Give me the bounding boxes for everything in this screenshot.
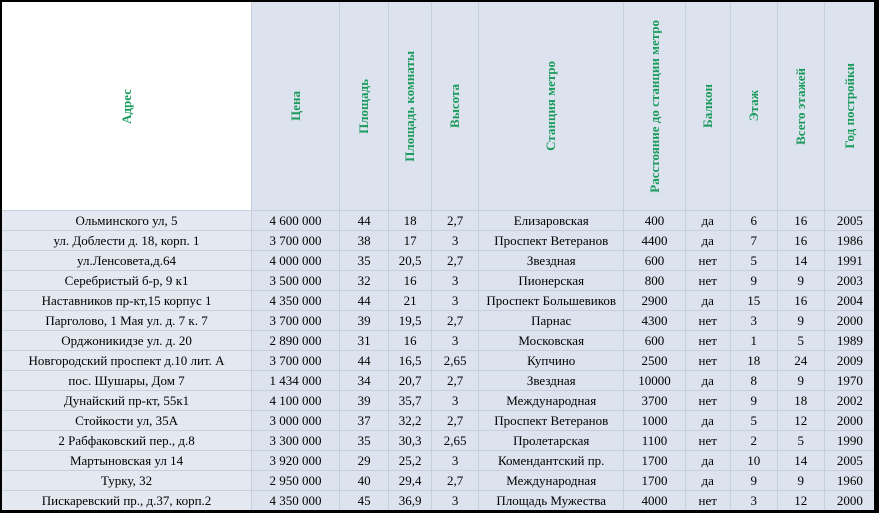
table-cell[interactable]: 2 890 000: [252, 331, 340, 351]
table-cell[interactable]: Международная: [479, 471, 624, 491]
table-cell[interactable]: 2,7: [432, 311, 479, 331]
table-cell[interactable]: 1989: [824, 331, 874, 351]
table-cell[interactable]: 400: [624, 211, 685, 231]
table-cell[interactable]: 1986: [824, 231, 874, 251]
table-cell[interactable]: 29: [340, 451, 389, 471]
table-cell[interactable]: 4 350 000: [252, 291, 340, 311]
header-cell[interactable]: [777, 2, 824, 211]
table-row: [2, 491, 874, 511]
table-cell[interactable]: 3: [730, 491, 777, 511]
table-cell[interactable]: 3: [432, 271, 479, 291]
table-cell[interactable]: 4 350 000: [252, 491, 340, 511]
table-cell[interactable]: 2,7: [432, 211, 479, 231]
table-cell[interactable]: 2005: [824, 451, 874, 471]
table-cell[interactable]: 35: [340, 251, 389, 271]
table-cell[interactable]: 24: [777, 351, 824, 371]
table-cell[interactable]: 16,5: [389, 351, 432, 371]
table-cell[interactable]: 19,5: [389, 311, 432, 331]
header-label: Всего этажей: [792, 67, 808, 145]
table-cell[interactable]: 38: [340, 231, 389, 251]
table-cell[interactable]: 600: [624, 251, 685, 271]
table-cell[interactable]: 20,5: [389, 251, 432, 271]
table-cell[interactable]: 4300: [624, 311, 685, 331]
table-cell[interactable]: да: [685, 411, 730, 431]
table-cell[interactable]: 2: [730, 431, 777, 451]
table-cell[interactable]: 18: [730, 351, 777, 371]
table-cell[interactable]: Комендантский пр.: [479, 451, 624, 471]
table-cell[interactable]: 16: [777, 231, 824, 251]
table-cell[interactable]: Орджоникидзе ул. д. 20: [2, 331, 252, 351]
table-row: [2, 391, 874, 411]
table-cell[interactable]: 4000: [624, 491, 685, 511]
table-cell[interactable]: 7: [730, 231, 777, 251]
table-cell[interactable]: 14: [777, 251, 824, 271]
header-cell[interactable]: [432, 2, 479, 211]
table-row: [2, 231, 874, 251]
table-cell[interactable]: Звездная: [479, 371, 624, 391]
table-cell[interactable]: нет: [685, 271, 730, 291]
table-cell[interactable]: 32: [340, 271, 389, 291]
table-cell[interactable]: Стойкости ул, 35А: [2, 411, 252, 431]
table-row: [2, 471, 874, 491]
table-cell[interactable]: 44: [340, 351, 389, 371]
table-cell[interactable]: 44: [340, 211, 389, 231]
table-cell[interactable]: 39: [340, 311, 389, 331]
table-cell[interactable]: 18: [389, 211, 432, 231]
table-cell[interactable]: да: [685, 451, 730, 471]
header-cell[interactable]: [824, 2, 874, 211]
table-cell[interactable]: 20,7: [389, 371, 432, 391]
table-cell[interactable]: 1970: [824, 371, 874, 391]
table-cell[interactable]: 15: [730, 291, 777, 311]
table-cell[interactable]: 1100: [624, 431, 685, 451]
header-cell[interactable]: [685, 2, 730, 211]
table-cell[interactable]: Проспект Ветеранов: [479, 231, 624, 251]
header-label: Балкон: [699, 84, 715, 128]
table-cell[interactable]: 3 300 000: [252, 431, 340, 451]
header-cell[interactable]: [340, 2, 389, 211]
header-label: Высота: [447, 84, 463, 128]
table-cell[interactable]: ул.Ленсовета,д.64: [2, 251, 252, 271]
table-cell[interactable]: 3 920 000: [252, 451, 340, 471]
table-row: [2, 311, 874, 331]
table-row: [2, 211, 874, 231]
table-cell[interactable]: 25,2: [389, 451, 432, 471]
table-cell[interactable]: 2900: [624, 291, 685, 311]
table-cell[interactable]: 9: [777, 271, 824, 291]
header-label: Расстояние до станции метро: [646, 19, 662, 193]
table-cell[interactable]: 8: [730, 371, 777, 391]
table-cell[interactable]: 1960: [824, 471, 874, 491]
table-cell[interactable]: 5: [777, 331, 824, 351]
table-cell[interactable]: 16: [389, 331, 432, 351]
table-cell[interactable]: 2003: [824, 271, 874, 291]
table-cell[interactable]: 4 100 000: [252, 391, 340, 411]
table-row: [2, 271, 874, 291]
table-cell[interactable]: 800: [624, 271, 685, 291]
table-cell[interactable]: да: [685, 231, 730, 251]
table-cell[interactable]: 3 700 000: [252, 311, 340, 331]
table-cell[interactable]: 6: [730, 211, 777, 231]
table-cell[interactable]: Мартыновская ул 14: [2, 451, 252, 471]
table-cell[interactable]: Купчино: [479, 351, 624, 371]
table-cell[interactable]: 2,7: [432, 371, 479, 391]
table-cell[interactable]: 9: [730, 471, 777, 491]
header-cell[interactable]: [252, 2, 340, 211]
header-label: Этаж: [745, 90, 761, 122]
table-cell[interactable]: 16: [389, 271, 432, 291]
table-cell[interactable]: 3700: [624, 391, 685, 411]
table-cell[interactable]: 3: [432, 391, 479, 411]
table-cell[interactable]: 3: [730, 311, 777, 331]
table-cell[interactable]: 2005: [824, 211, 874, 231]
table-cell[interactable]: Новгородский проспект д.10 лит. А: [2, 351, 252, 371]
table-cell[interactable]: 2,7: [432, 471, 479, 491]
table-cell[interactable]: 2000: [824, 311, 874, 331]
table-cell[interactable]: 29,4: [389, 471, 432, 491]
header-label: Площадь комнаты: [402, 50, 418, 162]
header-row: [2, 2, 874, 211]
header-label: Станция метро: [543, 61, 559, 151]
table-cell[interactable]: Парголово, 1 Мая ул. д. 7 к. 7: [2, 311, 252, 331]
table-cell[interactable]: Звездная: [479, 251, 624, 271]
table-cell[interactable]: 2002: [824, 391, 874, 411]
table-cell[interactable]: 2 950 000: [252, 471, 340, 491]
table-cell[interactable]: 1000: [624, 411, 685, 431]
header-cell[interactable]: [730, 2, 777, 211]
table-cell[interactable]: нет: [685, 251, 730, 271]
table-cell[interactable]: 3: [432, 491, 479, 511]
table-row: [2, 411, 874, 431]
header-cell[interactable]: [2, 2, 252, 211]
table-cell[interactable]: 1991: [824, 251, 874, 271]
table-row: [2, 331, 874, 351]
table-cell[interactable]: 1: [730, 331, 777, 351]
table-cell[interactable]: 37: [340, 411, 389, 431]
header-label: Цена: [287, 91, 303, 121]
table-row: [2, 351, 874, 371]
table-cell[interactable]: 2000: [824, 491, 874, 511]
table-body: [2, 211, 874, 511]
table-row: [2, 431, 874, 451]
table-cell[interactable]: Московская: [479, 331, 624, 351]
table-cell[interactable]: 9: [777, 311, 824, 331]
table-cell[interactable]: Пионерская: [479, 271, 624, 291]
table-cell[interactable]: 2 Рабфаковский пер., д.8: [2, 431, 252, 451]
table-cell[interactable]: 35: [340, 431, 389, 451]
table-cell[interactable]: 44: [340, 291, 389, 311]
table-cell[interactable]: Дунайский пр-кт, 55к1: [2, 391, 252, 411]
table-cell[interactable]: 2,7: [432, 251, 479, 271]
table-cell[interactable]: 10: [730, 451, 777, 471]
table-cell[interactable]: Пролетарская: [479, 431, 624, 451]
table-cell[interactable]: 45: [340, 491, 389, 511]
table-row: [2, 251, 874, 271]
table-cell[interactable]: 31: [340, 331, 389, 351]
table-cell[interactable]: 3: [432, 331, 479, 351]
table-cell[interactable]: Проспект Большевиков: [479, 291, 624, 311]
table-cell[interactable]: 32,2: [389, 411, 432, 431]
header-cell[interactable]: [479, 2, 624, 211]
table-cell[interactable]: 3: [432, 291, 479, 311]
table-cell[interactable]: 17: [389, 231, 432, 251]
table-cell[interactable]: 2500: [624, 351, 685, 371]
table-cell[interactable]: нет: [685, 491, 730, 511]
table-cell[interactable]: 40: [340, 471, 389, 491]
table-cell[interactable]: 4 600 000: [252, 211, 340, 231]
table-cell[interactable]: Парнас: [479, 311, 624, 331]
header-label: Адрес: [118, 88, 134, 124]
table-cell[interactable]: 2009: [824, 351, 874, 371]
table-cell[interactable]: ул. Доблести д. 18, корп. 1: [2, 231, 252, 251]
table-cell[interactable]: да: [685, 471, 730, 491]
table-cell[interactable]: 5: [730, 251, 777, 271]
table-cell[interactable]: 9: [777, 471, 824, 491]
table-cell[interactable]: 3: [432, 231, 479, 251]
table-cell[interactable]: да: [685, 371, 730, 391]
table-cell[interactable]: 3 000 000: [252, 411, 340, 431]
table-cell[interactable]: 1700: [624, 471, 685, 491]
table-cell[interactable]: Ольминского ул, 5: [2, 211, 252, 231]
table-cell[interactable]: 10000: [624, 371, 685, 391]
table-cell[interactable]: нет: [685, 431, 730, 451]
spreadsheet-frame: [2, 2, 874, 510]
table-cell[interactable]: нет: [685, 351, 730, 371]
table-cell[interactable]: Серебристый б-р, 9 к1: [2, 271, 252, 291]
table-cell[interactable]: Международная: [479, 391, 624, 411]
table-cell[interactable]: 2,65: [432, 431, 479, 451]
table-cell[interactable]: 12: [777, 411, 824, 431]
table-row: [2, 451, 874, 471]
table-cell[interactable]: 2,65: [432, 351, 479, 371]
table-cell[interactable]: Наставников пр-кт,15 корпус 1: [2, 291, 252, 311]
table-cell[interactable]: Площадь Мужества: [479, 491, 624, 511]
table-cell[interactable]: Елизаровская: [479, 211, 624, 231]
table-cell[interactable]: 2000: [824, 411, 874, 431]
table-cell[interactable]: 12: [777, 491, 824, 511]
table-cell[interactable]: пос. Шушары, Дом 7: [2, 371, 252, 391]
table-cell[interactable]: 2004: [824, 291, 874, 311]
table-cell[interactable]: 18: [777, 391, 824, 411]
table-cell[interactable]: 39: [340, 391, 389, 411]
table-cell[interactable]: 36,9: [389, 491, 432, 511]
apartments-table: [2, 2, 874, 510]
table-cell[interactable]: 34: [340, 371, 389, 391]
table-row: [2, 291, 874, 311]
table-cell[interactable]: да: [685, 211, 730, 231]
table-cell[interactable]: 1990: [824, 431, 874, 451]
table-cell[interactable]: 4400: [624, 231, 685, 251]
table-cell[interactable]: 3 700 000: [252, 351, 340, 371]
table-cell[interactable]: нет: [685, 311, 730, 331]
table-cell[interactable]: 2,7: [432, 411, 479, 431]
table-cell[interactable]: 35,7: [389, 391, 432, 411]
table-cell[interactable]: 5: [730, 411, 777, 431]
table-cell[interactable]: 3: [432, 451, 479, 471]
header-cell[interactable]: [624, 2, 685, 211]
table-cell[interactable]: 21: [389, 291, 432, 311]
table-cell[interactable]: Пискаревский пр., д.37, корп.2: [2, 491, 252, 511]
table-cell[interactable]: Проспект Ветеранов: [479, 411, 624, 431]
table-cell[interactable]: 30,3: [389, 431, 432, 451]
table-cell[interactable]: 9: [730, 391, 777, 411]
table-cell[interactable]: нет: [685, 391, 730, 411]
header-label: Год постройки: [841, 63, 857, 149]
table-cell[interactable]: 16: [777, 211, 824, 231]
table-cell[interactable]: нет: [685, 331, 730, 351]
header-label: Площадь: [356, 78, 372, 134]
table-cell[interactable]: 1 434 000: [252, 371, 340, 391]
table-cell[interactable]: 9: [777, 371, 824, 391]
table-row: [2, 371, 874, 391]
table-cell[interactable]: Турку, 32: [2, 471, 252, 491]
table-cell[interactable]: 3 700 000: [252, 231, 340, 251]
table-cell[interactable]: 16: [777, 291, 824, 311]
table-cell[interactable]: 600: [624, 331, 685, 351]
header-cell[interactable]: [389, 2, 432, 211]
table-cell[interactable]: да: [685, 291, 730, 311]
table-cell[interactable]: 5: [777, 431, 824, 451]
table-cell[interactable]: 9: [730, 271, 777, 291]
table-cell[interactable]: 1700: [624, 451, 685, 471]
table-cell[interactable]: 4 000 000: [252, 251, 340, 271]
table-cell[interactable]: 14: [777, 451, 824, 471]
table-cell[interactable]: 3 500 000: [252, 271, 340, 291]
